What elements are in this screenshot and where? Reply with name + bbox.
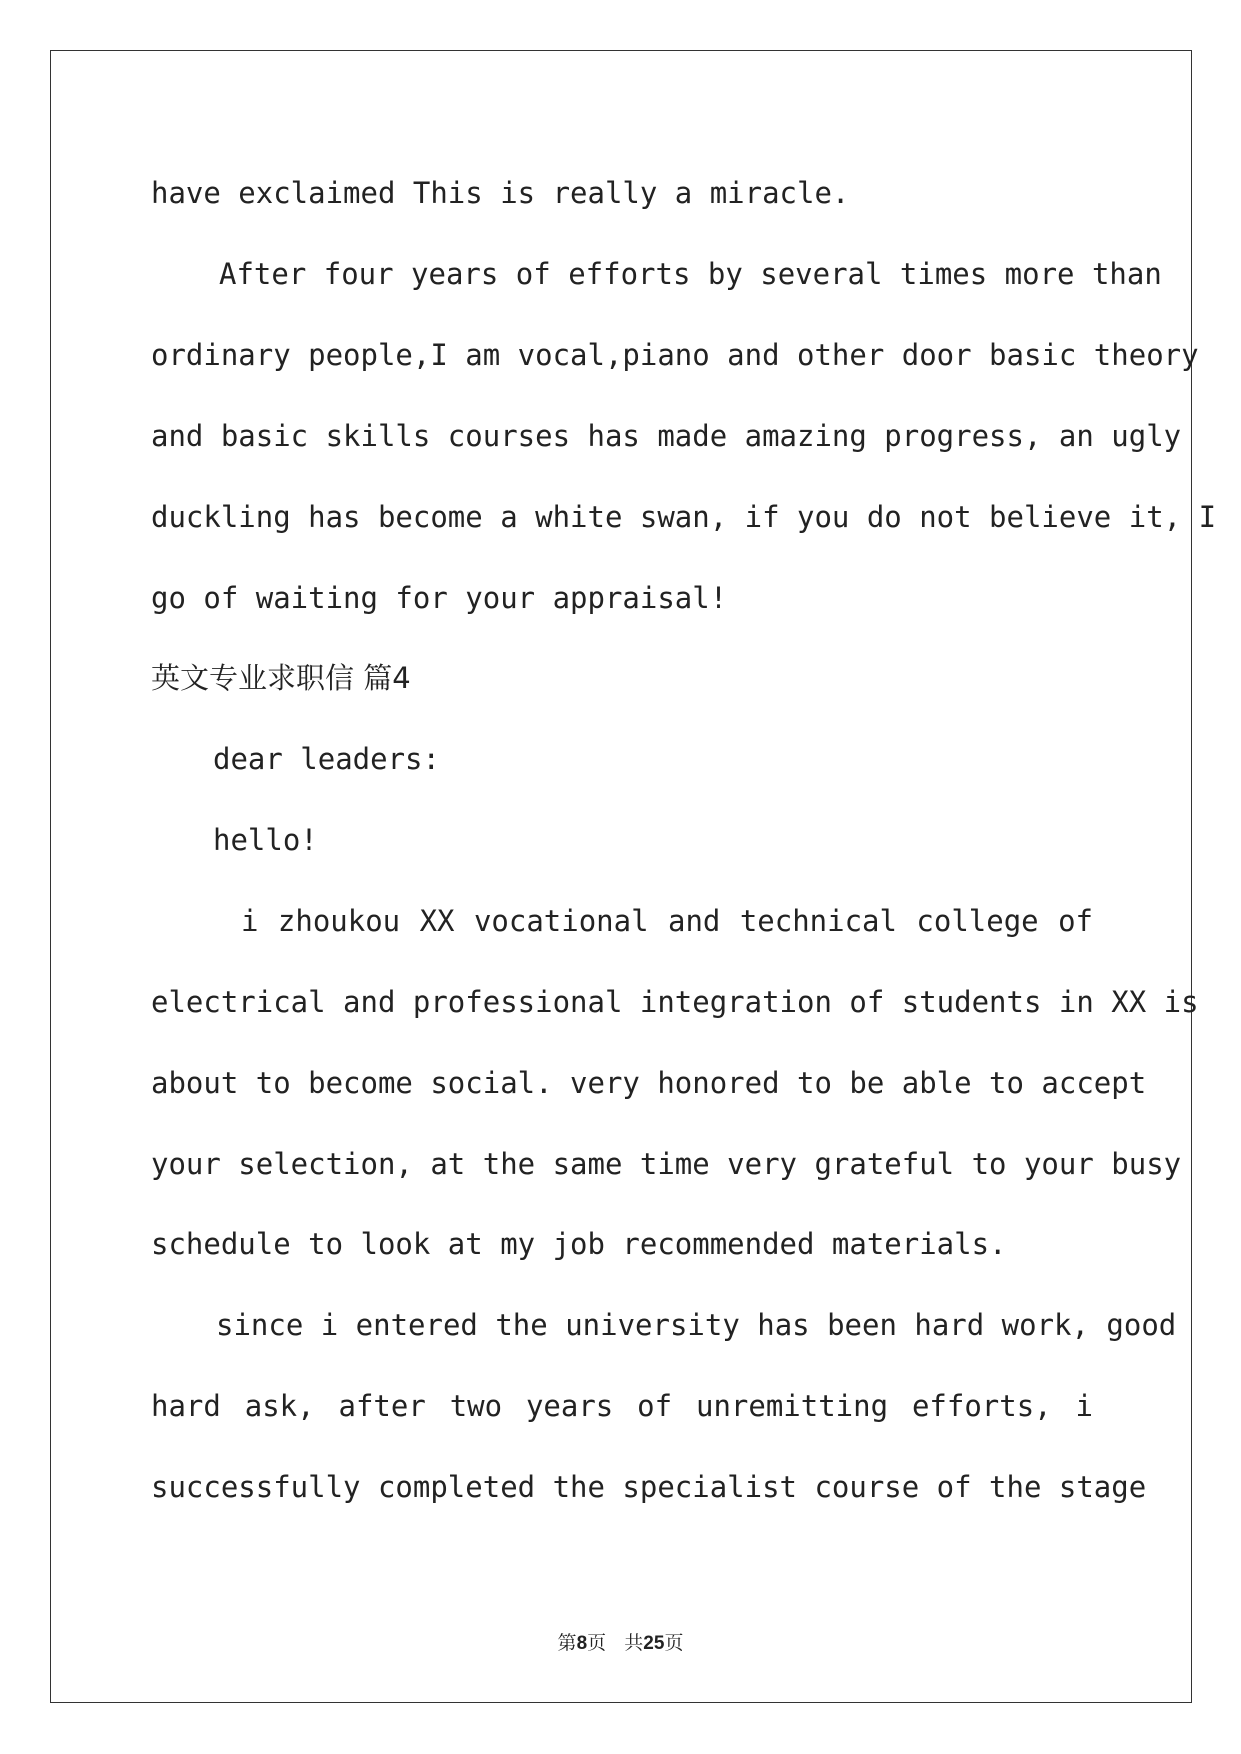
text-line-5: duckling has become a white swan, if you do not believe it, I (151, 500, 1217, 534)
text-line-14: schedule to look at my job recommended materials. (151, 1227, 1007, 1261)
text-line-6: go of waiting for your appraisal! (151, 581, 728, 615)
text-line-3: ordinary people,I am vocal,piano and other door basic theory (151, 338, 1199, 372)
text-line-16: hard ask, after two years of unremitting efforts, i (151, 1389, 1093, 1423)
paragraph-start-after-four-years: After four years of efforts by several times more than (219, 257, 1162, 291)
text-line-1: have exclaimed This is really a miracle. (151, 176, 850, 210)
text-line-12: about to become social. very honored to be able to accept (151, 1066, 1147, 1100)
total-suffix: 页 (664, 1632, 684, 1654)
paragraph-start-since: since i entered the university has been hard work, good (216, 1308, 1177, 1342)
total-pages: 25 (643, 1633, 665, 1654)
section-heading: 英文专业求职信 篇4 (151, 661, 411, 695)
text-line-13: your selection, at the same time very grateful to your busy (151, 1147, 1182, 1181)
salutation: dear leaders: (213, 742, 440, 776)
text-line-17: successfully completed the specialist course of the stage (151, 1470, 1147, 1504)
total-prefix: 共 (624, 1632, 644, 1654)
text-line-11: electrical and professional integration of students in XX is (151, 985, 1199, 1019)
page-footer (0, 1628, 1241, 1655)
text-line-4: and basic skills courses has made amazing progress, an ugly (151, 419, 1182, 453)
page-suffix: 页 (587, 1632, 607, 1654)
page-prefix: 第 (557, 1632, 577, 1654)
paragraph-start-zhoukou: i zhoukou XX vocational and technical college of (241, 904, 1093, 938)
page-number: 8 (576, 1633, 588, 1654)
greeting: hello! (213, 823, 318, 857)
page-border (50, 50, 1217, 1703)
